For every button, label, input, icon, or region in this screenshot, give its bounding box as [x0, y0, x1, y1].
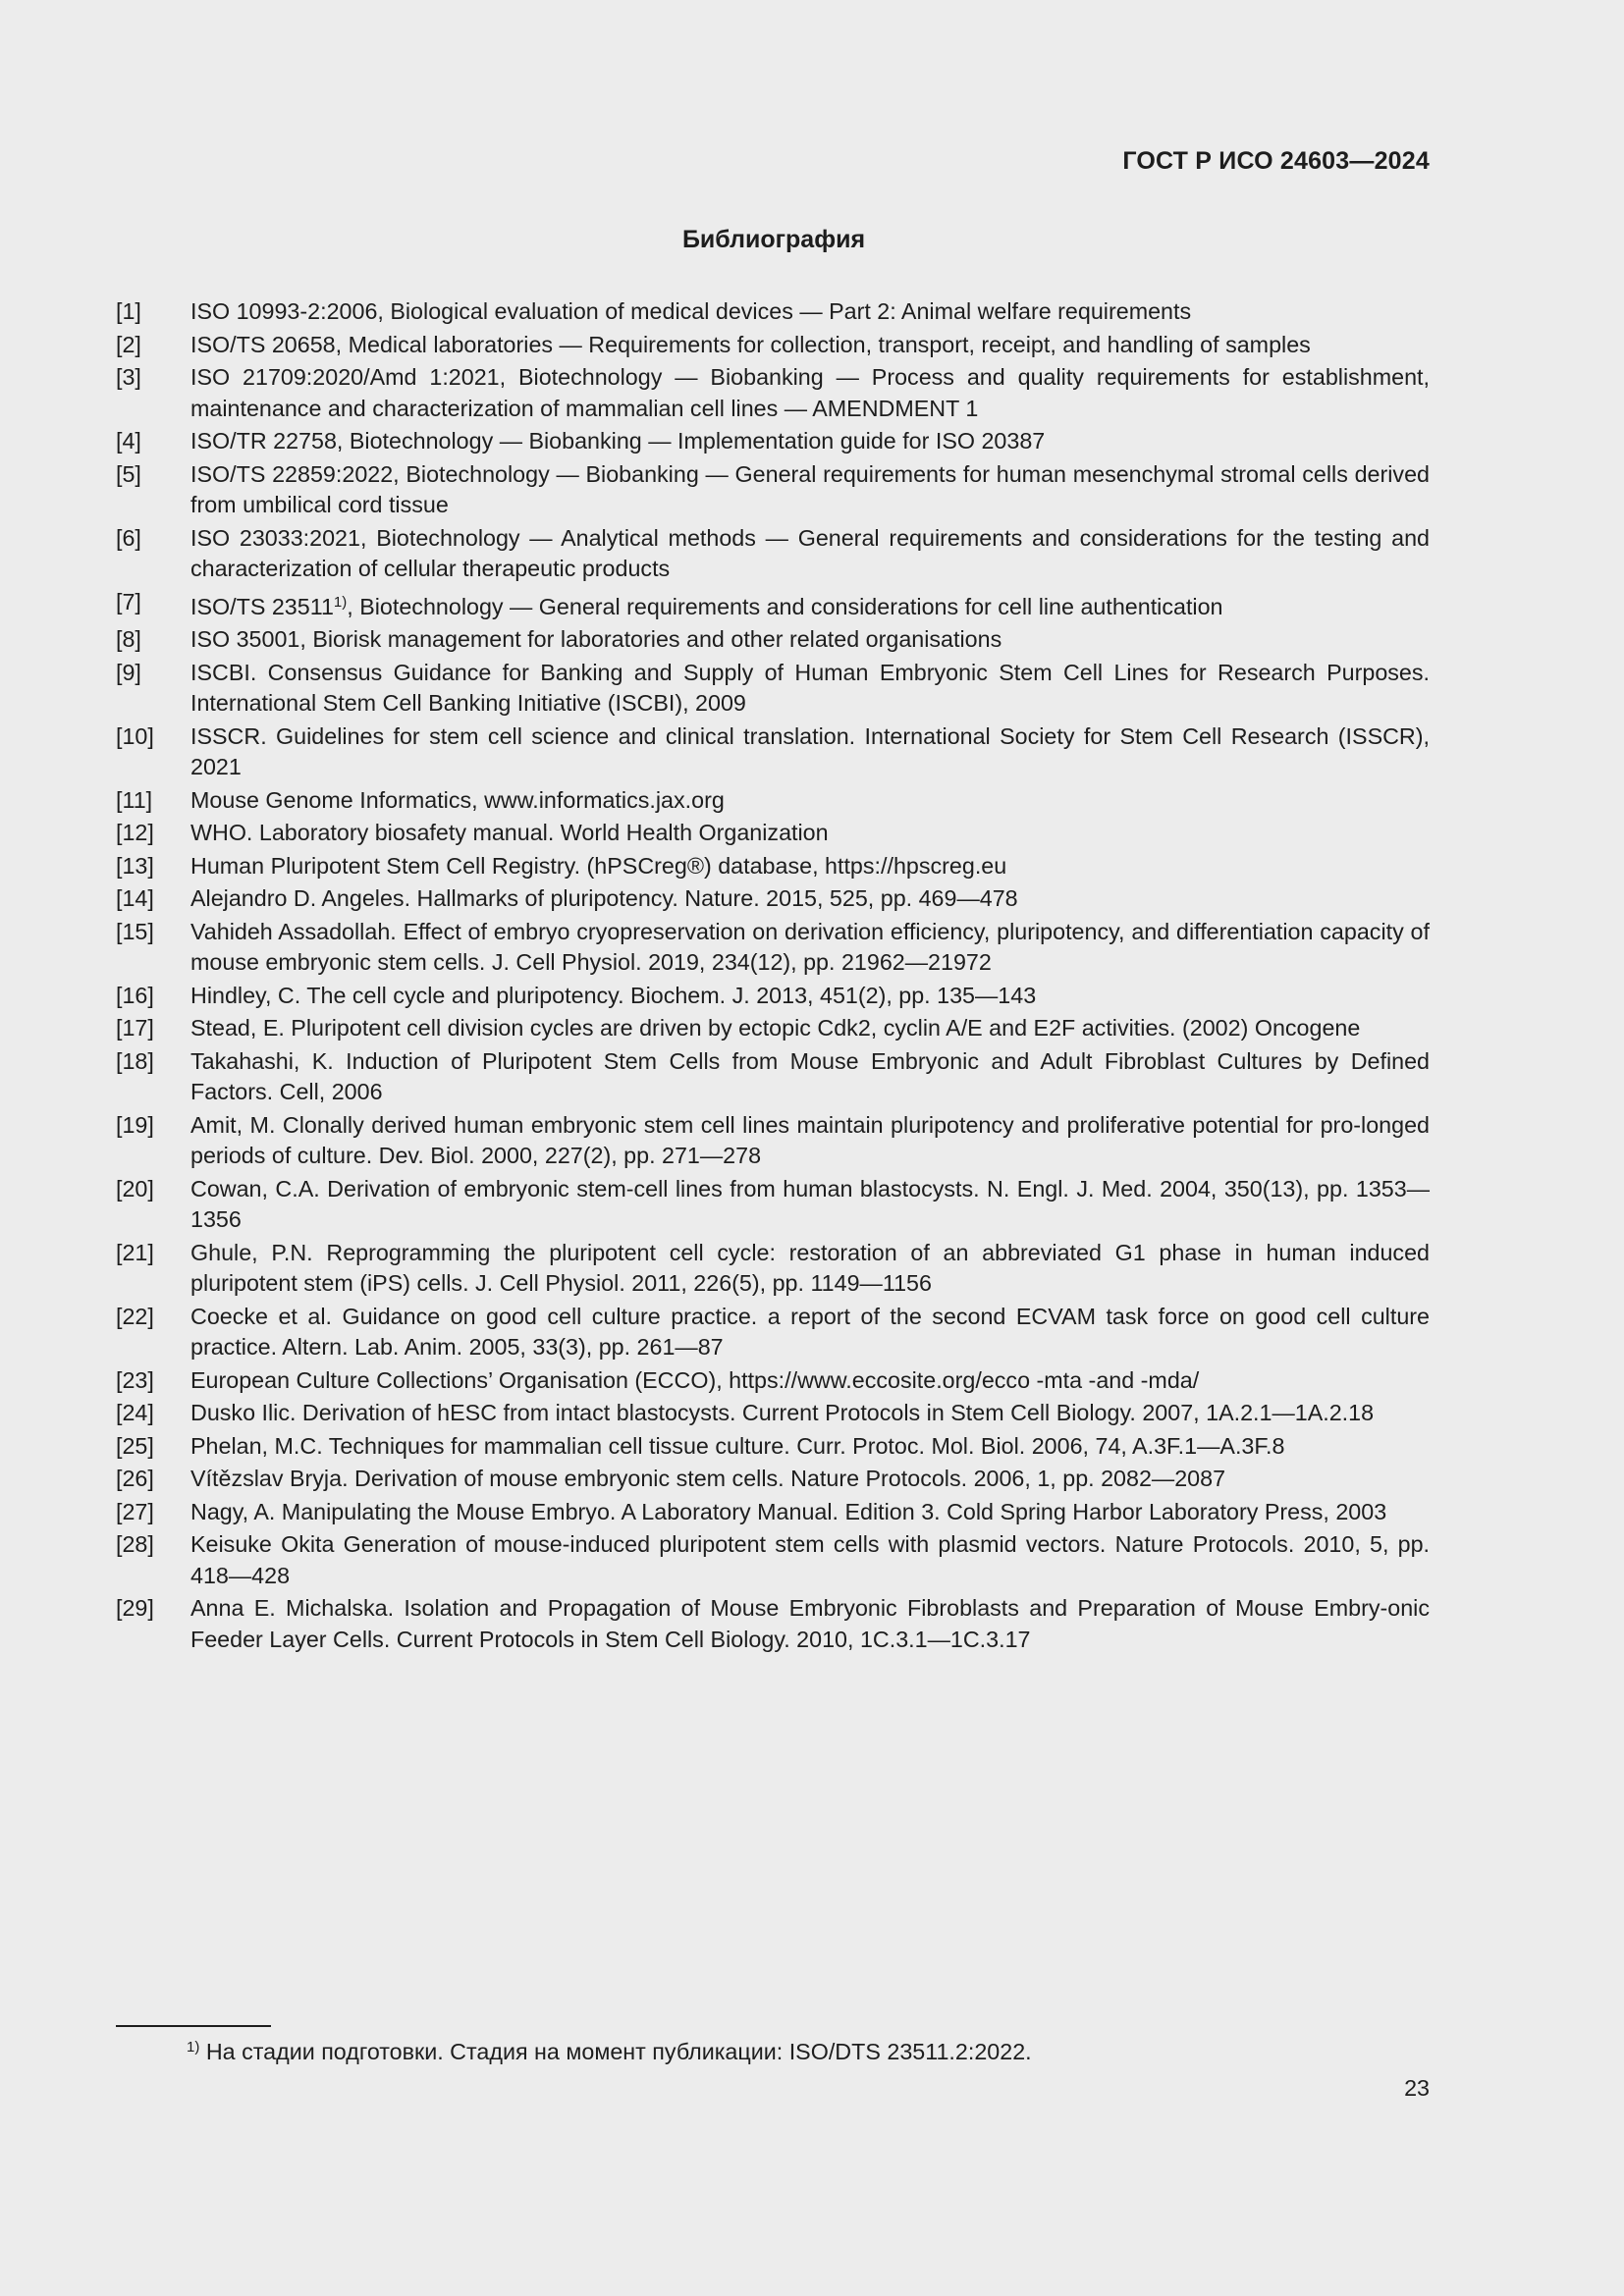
- reference-item: [116, 624, 1430, 656]
- reference-item: [116, 1238, 1430, 1300]
- reference-item: [116, 1497, 1430, 1528]
- reference-text: ISO 10993-2:2006, Biological evaluation of medical devices — Part 2: Animal welfare requirements: [190, 298, 1192, 324]
- reference-number: [16]: [116, 982, 154, 1008]
- footnote-reference-marker: 1): [333, 593, 348, 611]
- reference-text: Anna E. Michalska. Isolation and Propagation of Mouse Embryonic Fibroblasts and Preparation of Mouse Embry-onic Feeder Layer Cells. Current Protocols in Stem Cell Biology. 2010, 1C.3.1—1C.3.17: [190, 1595, 1430, 1652]
- reference-item: [116, 981, 1430, 1012]
- reference-number: [12]: [116, 820, 154, 845]
- reference-item: [116, 459, 1430, 521]
- reference-text: ISSCR. Guidelines for stem cell science and clinical translation. International Society for Stem Cell Research (ISSCR), 2021: [190, 722, 1430, 779]
- reference-number: [5]: [116, 460, 141, 487]
- reference-item: [116, 917, 1430, 979]
- reference-number: [29]: [116, 1595, 154, 1621]
- reference-item: [116, 1046, 1430, 1108]
- reference-text: ISO 21709:2020/Amd 1:2021, Biotechnology — Biobanking — Process and quality requirements for establishment, maintenance and characterization of mammalian cell lines — AMENDMENT 1: [190, 364, 1430, 421]
- reference-list: [116, 296, 1430, 1657]
- reference-text: Dusko Ilic. Derivation of hESC from intact blastocysts. Current Protocols in Stem Cell Biology. 2007, 1A.2.1—1A.2.18: [190, 1400, 1375, 1425]
- reference-number: [15]: [116, 918, 154, 944]
- reference-number: [4]: [116, 428, 141, 454]
- reference-number: [18]: [116, 1047, 154, 1074]
- bibliography-title: Библиография: [681, 226, 866, 253]
- reference-number: [27]: [116, 1498, 154, 1524]
- page-number: 23: [1404, 2075, 1430, 2101]
- reference-number: [1]: [116, 298, 141, 324]
- reference-item: [116, 362, 1430, 424]
- reference-item: [116, 818, 1430, 849]
- reference-text: Alejandro D. Angeles. Hallmarks of pluripotency. Nature. 2015, 525, pp. 469—478: [190, 885, 1018, 911]
- reference-text: Vítězslav Bryja. Derivation of mouse embryonic stem cells. Nature Protocols. 2006, 1, pp. 2082—2087: [190, 1466, 1226, 1491]
- reference-number: [3]: [116, 364, 141, 390]
- reference-item: [116, 1529, 1430, 1591]
- reference-number: [9]: [116, 659, 141, 685]
- reference-item: [116, 1398, 1430, 1429]
- reference-text: Cowan, C.A. Derivation of embryonic stem-cell lines from human blastocysts. N. Engl. J. Med. 2004, 350(13), pp. 1353—1356: [190, 1175, 1430, 1232]
- reference-item: [116, 330, 1430, 361]
- reference-number: [2]: [116, 331, 141, 357]
- reference-item: [116, 1365, 1430, 1397]
- reference-text: Phelan, M.C. Techniques for mammalian cell tissue culture. Curr. Protoc. Mol. Biol. 2006, 74, A.3F.1—A.3F.8: [190, 1432, 1285, 1459]
- reference-text: Vahideh Assadollah. Effect of embryo cryopreservation on derivation efficiency, pluripotency, and differentiation capacity of mouse embryonic stem cells. J. Cell Physiol. 2019, 234(12), pp. 21962—21972: [190, 918, 1430, 975]
- reference-item: [116, 1593, 1430, 1655]
- reference-number: [19]: [116, 1111, 154, 1138]
- reference-item: [116, 1110, 1430, 1172]
- reference-text: Ghule, P.N. Reprogramming the pluripotent cell cycle: restoration of an abbreviated G1 phase in human induced pluripotent stem (iPS) cells. J. Cell Physiol. 2011, 226(5), pp. 1149—1156: [190, 1239, 1430, 1296]
- reference-item: [116, 587, 1430, 623]
- reference-number: [8]: [116, 626, 141, 652]
- reference-text: Nagy, A. Manipulating the Mouse Embryo. A Laboratory Manual. Edition 3. Cold Spring Harbor Laboratory Press, 2003: [190, 1498, 1387, 1524]
- reference-text: Coecke et al. Guidance on good cell culture practice. a report of the second ECVAM task force on good cell culture practice. Altern. Lab. Anim. 2005, 33(3), pp. 261—87: [190, 1303, 1430, 1360]
- reference-number: [17]: [116, 1015, 154, 1041]
- reference-number: [6]: [116, 524, 141, 551]
- reference-text: [190, 587, 1430, 623]
- reference-number: [23]: [116, 1366, 154, 1393]
- reference-item: [116, 1174, 1430, 1236]
- reference-text: ISO/TR 22758, Biotechnology — Biobanking — Implementation guide for ISO 20387: [190, 428, 1046, 454]
- reference-item: [116, 1013, 1430, 1044]
- reference-text: ISO 35001, Biorisk management for laboratories and other related organisations: [190, 626, 1002, 652]
- reference-item: [116, 658, 1430, 720]
- reference-item: [116, 1302, 1430, 1363]
- reference-text-part: , Biotechnology — General requirements and considerations for cell line authentication: [347, 593, 1223, 619]
- reference-number: [11]: [116, 786, 153, 813]
- reference-number: [13]: [116, 852, 154, 879]
- reference-text-part: ISO/TS 23511: [190, 593, 334, 619]
- reference-number: [25]: [116, 1432, 154, 1459]
- reference-number: [28]: [116, 1531, 154, 1557]
- footnote-marker: 1): [187, 2039, 200, 2056]
- reference-number: [14]: [116, 885, 154, 911]
- reference-number: [22]: [116, 1303, 154, 1329]
- reference-text: Mouse Genome Informatics, www.informatics.jax.org: [190, 786, 725, 813]
- reference-number: [24]: [116, 1400, 154, 1425]
- document-code: ГОСТ Р ИСО 24603—2024: [1122, 147, 1430, 175]
- reference-item: [116, 523, 1430, 585]
- reference-text: European Culture Collections’ Organisation (ECCO), https://www.eccosite.org/ecco -mta -and -mda/: [190, 1366, 1200, 1393]
- reference-text: WHO. Laboratory biosafety manual. World Health Organization: [190, 820, 829, 845]
- reference-text: Amit, M. Clonally derived human embryonic stem cell lines maintain pluripotency and proliferative potential for pro-longed periods of culture. Dev. Biol. 2000, 227(2), pp. 271—278: [190, 1111, 1430, 1168]
- reference-text: ISO 23033:2021, Biotechnology — Analytical methods — General requirements and considerations for the testing and characterization of cellular therapeutic products: [190, 524, 1430, 581]
- reference-text: ISCBI. Consensus Guidance for Banking and Supply of Human Embryonic Stem Cell Lines for Research Purposes. International Stem Cell Banking Initiative (ISCBI), 2009: [190, 659, 1430, 716]
- reference-number: [21]: [116, 1239, 154, 1265]
- reference-text: ISO/TS 20658, Medical laboratories — Requirements for collection, transport, receipt, and handling of samples: [190, 331, 1311, 357]
- reference-number: [7]: [116, 588, 141, 614]
- reference-item: [116, 785, 1430, 817]
- reference-item: [116, 1464, 1430, 1495]
- reference-item: [116, 1431, 1430, 1463]
- reference-text: Stead, E. Pluripotent cell division cycles are driven by ectopic Cdk2, cyclin A/E and E2F activities. (2002) Oncogene: [190, 1015, 1361, 1041]
- reference-text: Keisuke Okita Generation of mouse-induced pluripotent stem cells with plasmid vectors. Nature Protocols. 2010, 5, pp. 418—428: [190, 1531, 1430, 1588]
- reference-text: Hindley, C. The cell cycle and pluripotency. Biochem. J. 2013, 451(2), pp. 135—143: [190, 982, 1037, 1008]
- footnote: [187, 2032, 1032, 2067]
- footnote-text: На стадии подготовки. Стадия на момент публикации: ISO/DTS 23511.2:2022.: [205, 2039, 1032, 2064]
- reference-item: [116, 296, 1430, 328]
- reference-text: Takahashi, K. Induction of Pluripotent Stem Cells from Mouse Embryonic and Adult Fibroblast Cultures by Defined Factors. Cell, 2006: [190, 1047, 1430, 1104]
- reference-item: [116, 851, 1430, 882]
- reference-text: Human Pluripotent Stem Cell Registry. (hPSCreg®) database, https://hpscreg.eu: [190, 852, 1007, 879]
- reference-item: [116, 426, 1430, 457]
- reference-item: [116, 883, 1430, 915]
- reference-text: ISO/TS 22859:2022, Biotechnology — Biobanking — General requirements for human mesenchymal stromal cells derived from umbilical cord tissue: [190, 460, 1430, 517]
- reference-number: [20]: [116, 1175, 154, 1201]
- footnote-divider: [116, 2025, 271, 2027]
- reference-item: [116, 721, 1430, 783]
- reference-number: [10]: [116, 722, 154, 749]
- reference-number: [26]: [116, 1466, 154, 1491]
